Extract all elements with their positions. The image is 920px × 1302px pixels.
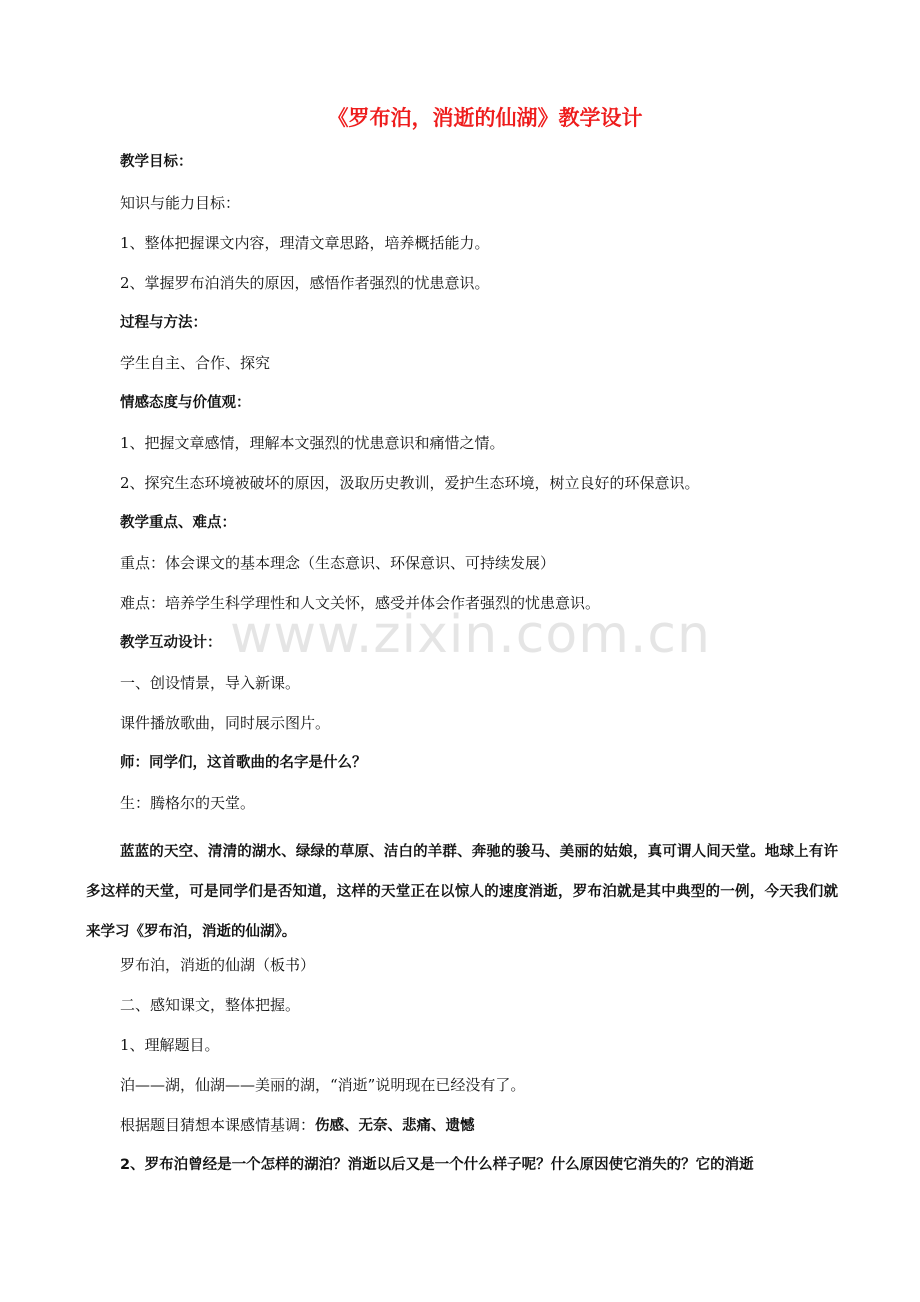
step-2: 二、感知课文，整体把握。 — [120, 996, 301, 1014]
knowledge-item-1: 1、整体把握课文内容，理清文章思路，培养概括能力。 — [120, 234, 490, 252]
emotion-item-2: 2、探究生态环境被破坏的原因，汲取历史教训，爱护生态环境，树立良好的环保意识。 — [120, 474, 700, 492]
key-heading: 教学重点、难点： — [120, 515, 236, 531]
process-text: 学生自主、合作、探究 — [120, 354, 271, 372]
emotion-guess-value: 伤感、无奈、悲痛、遗憾 — [315, 1118, 475, 1134]
understand-title: 1、理解题目。 — [120, 1036, 220, 1054]
interaction-heading: 教学互动设计： — [120, 635, 222, 651]
knowledge-heading: 知识与能力目标： — [120, 194, 241, 212]
key-point: 重点：体会课文的基本理念（生态意识、环保意识、可持续发展） — [120, 554, 556, 572]
intro-paragraph: 蓝蓝的天空、清清的湖水、绿绿的草原、洁白的羊群、奔驰的骏马、美丽的姑娘，真可谓人间天堂。地球上有许多这样的天堂，可是同学们是否知道，这样的天堂正在以惊人的速度消逝，罗布泊就是其中典型的一例，今天我们就来学习《罗布泊，消逝的仙湖》。 — [86, 844, 838, 940]
process-heading: 过程与方法： — [120, 315, 207, 331]
emotion-item-1: 1、把握文章感情，理解本文强烈的忧患意识和痛惜之情。 — [120, 434, 505, 452]
step-1-desc: 课件播放歌曲，同时展示图片。 — [120, 714, 331, 732]
emotion-guess — [120, 1115, 840, 1136]
emotion-heading: 情感态度与价值观： — [120, 395, 251, 411]
title-explain: 泊——湖，仙湖——美丽的湖，“消逝”说明现在已经没有了。 — [120, 1076, 526, 1094]
difficult-point: 难点：培养学生科学理性和人文关怀，感受并体会作者强烈的忧患意识。 — [120, 594, 601, 612]
teacher-question: 师：同学们，这首歌曲的名字是什么？ — [120, 755, 367, 771]
goals-heading: 教学目标： — [120, 154, 193, 170]
watermark-text: www.zixin.com.cn — [230, 605, 711, 665]
student-answer: 生：腾格尔的天堂。 — [120, 794, 256, 812]
board-note: 罗布泊，消逝的仙湖（板书） — [120, 956, 316, 974]
knowledge-item-2: 2、掌握罗布泊消失的原因，感悟作者强烈的忧患意识。 — [120, 274, 490, 292]
emotion-guess-prefix: 根据题目猜想本课感情基调： — [120, 1116, 316, 1134]
step-1: 一、创设情景，导入新课。 — [120, 674, 301, 692]
document-title: 《罗布泊，消逝的仙湖》教学设计 — [327, 106, 643, 130]
question-2: 2、罗布泊曾经是一个怎样的湖泊？消逝以后又是一个什么样子呢？什么原因使它消失的？它的消逝 — [120, 1157, 754, 1173]
